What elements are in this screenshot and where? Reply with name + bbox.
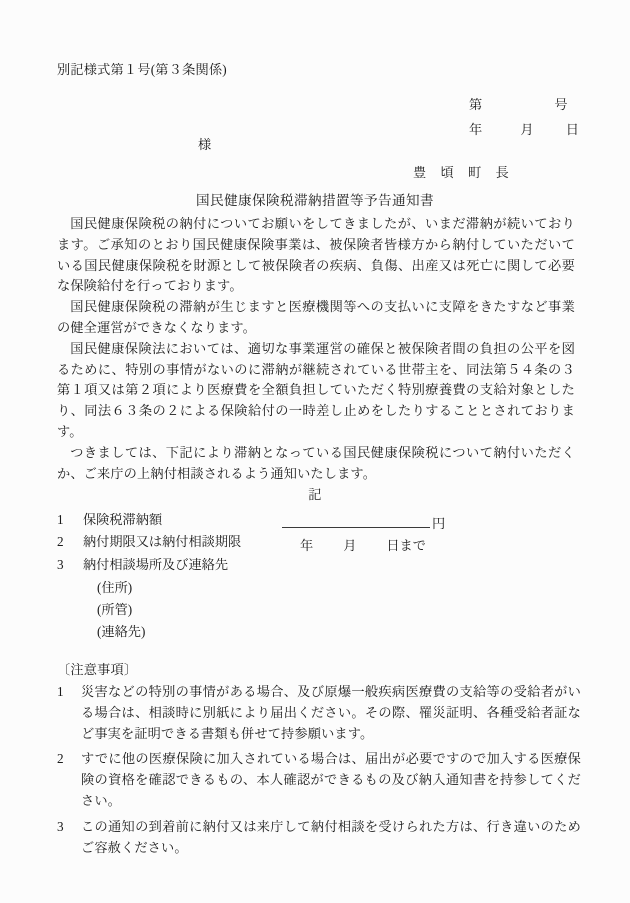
- note-item-number: 2: [57, 751, 64, 767]
- deadline-day: 日まで: [386, 538, 426, 553]
- record-heading: 記: [308, 487, 322, 502]
- body-text: [57, 214, 575, 484]
- document-title: 国民健康保険税滞納措置等予告通知書: [196, 193, 434, 208]
- issue-date-year: 年: [468, 122, 483, 138]
- contact-address-field: (住所): [97, 580, 133, 595]
- document-number-label: 第: [468, 97, 483, 113]
- record-item-2-label: 納付期限又は納付相談期限: [83, 534, 242, 549]
- body-paragraph: 国民健康保険税の納付についてお願いをしてきましたが、いまだ滞納が続いております。ご承知のとおり国民健康保険事業は、被保険者皆様方から納付していただいている国民健康保険税を財源として被保険者の疾病、負傷、出産又は死亡に関して必要な保険給付を行っております。: [57, 216, 575, 294]
- form-number: 別記様式第１号(第３条関係): [57, 62, 227, 77]
- record-item-1: [57, 513, 162, 526]
- issue-date-day: 日: [565, 122, 580, 138]
- note-item-number: 1: [57, 684, 64, 699]
- body-paragraph: 国民健康保険税の滞納が生じますと医療機関等への支払いに支障をきたすなど事業の健全運営ができなくなります。: [57, 299, 575, 335]
- amount-unit-label: 円: [432, 516, 446, 531]
- record-item-3-number: 3: [57, 557, 64, 572]
- note-item-text: すでに他の医療保険に加入されている場合は、届出が必要ですので加入する医療保険の資格を確認できるもの、本人確認ができるもの及び納入通知書を持参してください。: [81, 751, 581, 808]
- issue-date-month: 月: [520, 122, 534, 138]
- notes-heading: 〔注意事項〕: [57, 662, 138, 677]
- body-paragraph: 国民健康保険法においては、適切な事業運営の確保と被保険者間の負担の公平を図るために、特別の事情がないのに滞納が継続されている世帯主を、同法第５４条の３第１項又は第２項により医療費を全額負担していただく特別療養費の支給対象としたり、同法６３条の２による保険給付の一時差し止めをしたりすることとされております。: [57, 340, 575, 439]
- note-item-text: この通知の到着前に納付又は来庁して納付相談を受けられた方は、行き違いのためご容赦ください。: [81, 818, 581, 855]
- body-paragraph: つきましては、下記により滞納となっている国民健康保険税について納付いただくか、ご来庁の上納付相談されるよう通知いたします。: [57, 444, 575, 481]
- record-item-2-number: 2: [57, 534, 64, 549]
- document-number-unit: 号: [554, 97, 568, 113]
- record-item-2: [57, 535, 241, 548]
- notes-list: [57, 682, 581, 863]
- contact-phone-field: (連絡先): [97, 624, 146, 639]
- note-item: [57, 749, 581, 811]
- note-item-text: 災害などの特別の事情がある場合、及び原爆一般疾病医療費の支給等の受給者がいる場合は、相談時に別紙により届出ください。その際、罹災証明、各種受給者証など事実を証明できる書類も併せて持参願います。: [81, 684, 581, 741]
- issue-date-row: [448, 110, 579, 150]
- amount-input-rule[interactable]: [282, 511, 430, 528]
- contact-department-field: (所管): [97, 602, 133, 617]
- deadline-month: 月: [343, 538, 357, 553]
- record-item-3: [57, 558, 228, 571]
- note-item: [57, 682, 581, 744]
- addressee-honorific: 様: [198, 137, 212, 152]
- issuer-title: 豊 頃 町 長: [413, 165, 515, 180]
- deadline-year: 年: [300, 538, 314, 553]
- record-item-3-label: 納付相談場所及び連絡先: [83, 557, 229, 572]
- note-item-number: 3: [57, 818, 64, 834]
- record-item-1-label: 保険税滞納額: [83, 512, 163, 527]
- record-item-1-number: 1: [57, 512, 64, 527]
- note-item: [57, 817, 581, 859]
- deadline-date-row: [300, 535, 426, 554]
